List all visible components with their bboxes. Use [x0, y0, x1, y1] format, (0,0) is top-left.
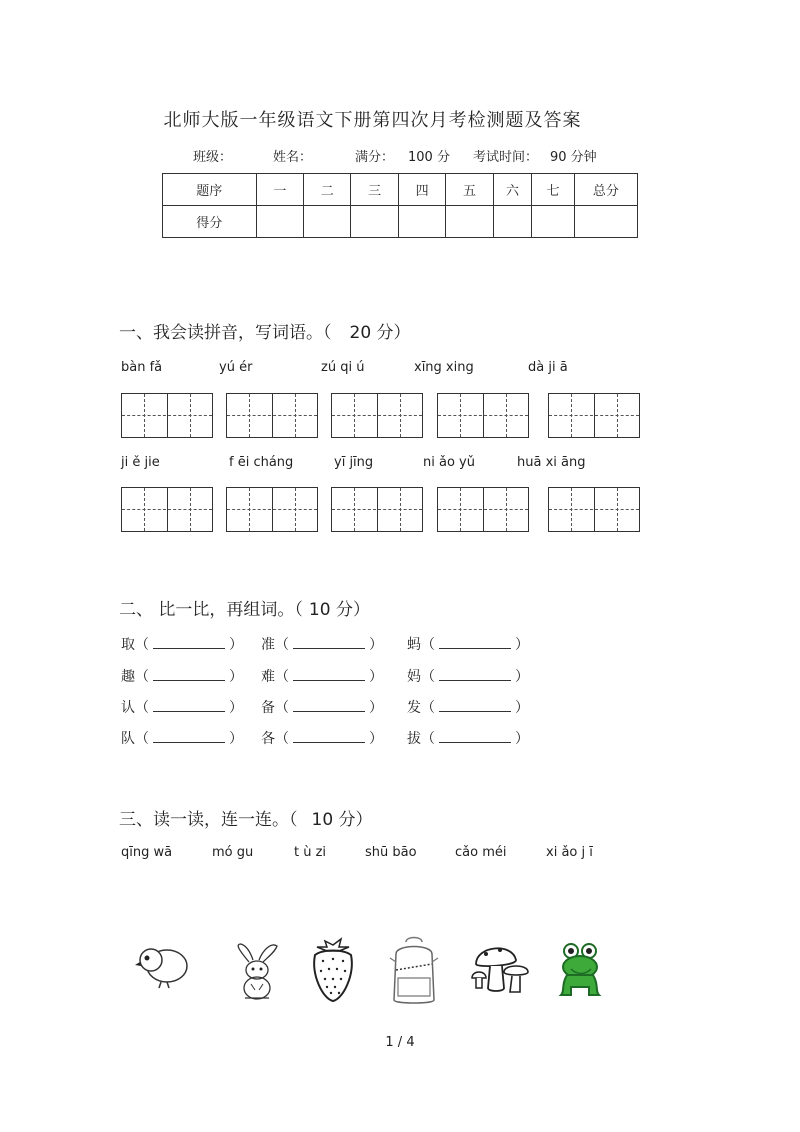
answer-blank[interactable]: [153, 730, 225, 743]
compare-item: 拔（ ）: [407, 731, 529, 747]
answer-blank[interactable]: [439, 668, 511, 681]
header-cell: 六: [493, 174, 532, 206]
section-1-title: [119, 318, 411, 343]
answer-blank[interactable]: [439, 699, 511, 712]
pinyin-item: shū bāo: [365, 845, 417, 860]
writing-grid[interactable]: [331, 487, 423, 532]
writing-grid[interactable]: [121, 393, 213, 438]
section-2-title-text: 二、 比一比，再组词。（: [119, 600, 303, 620]
writing-grid[interactable]: [548, 393, 640, 438]
pinyin-row-1: [0, 360, 800, 380]
page-title: 北师大版一年级语文下册第四次月考检测题及答案: [163, 110, 582, 131]
pinyin-item: yī jīng: [334, 455, 374, 470]
pinyin-item: ji ě jie: [121, 455, 160, 470]
score-table-row: [163, 206, 638, 238]
compare-item: 蚂（ ）: [407, 637, 529, 653]
compare-item: 发（ ）: [407, 700, 529, 716]
header-cell: 二: [304, 174, 351, 206]
answer-blank[interactable]: [293, 636, 365, 649]
header-cell: 五: [446, 174, 493, 206]
pinyin-item: dà ji ā: [528, 360, 568, 375]
pinyin-item: xīng xing: [414, 360, 474, 375]
full-score-value: 100 分: [408, 150, 450, 165]
answer-blank[interactable]: [153, 668, 225, 681]
pinyin-item: zú qi ú: [321, 360, 365, 375]
header-cell: 四: [398, 174, 445, 206]
match-pinyin-row: [0, 845, 800, 865]
answer-blank[interactable]: [439, 636, 511, 649]
answer-blank[interactable]: [293, 730, 365, 743]
compare-item: 认（ ）: [121, 700, 243, 716]
chick-icon[interactable]: [133, 938, 193, 990]
pinyin-item: bàn fǎ: [121, 360, 163, 375]
header-cell: 七: [532, 174, 575, 206]
writing-grid[interactable]: [121, 487, 213, 532]
score-cell[interactable]: [446, 206, 493, 238]
score-cell[interactable]: [256, 206, 303, 238]
section-3-title-text: 三、读一读，连一连。（: [119, 810, 298, 830]
pinyin-row-2: [0, 455, 800, 475]
pinyin-item: huā xi āng: [517, 455, 586, 470]
answer-blank[interactable]: [293, 668, 365, 681]
backpack-icon[interactable]: [386, 934, 442, 1008]
compare-item: 备（ ）: [261, 700, 383, 716]
score-cell[interactable]: [532, 206, 575, 238]
header-cell: 三: [351, 174, 398, 206]
header-cell: 总分: [574, 174, 637, 206]
full-score-label: 满分：: [355, 150, 395, 165]
pinyin-item: xi ǎo j ī: [546, 845, 593, 860]
mushroom-icon[interactable]: [468, 938, 530, 998]
pinyin-item: f ēi cháng: [229, 455, 294, 470]
answer-blank[interactable]: [293, 699, 365, 712]
exam-time-value: 90 分钟: [550, 150, 597, 165]
score-cell[interactable]: [304, 206, 351, 238]
compare-item: 难（ ）: [261, 669, 383, 685]
pinyin-item: cǎo méi: [455, 845, 507, 860]
pinyin-item: t ù zi: [294, 845, 327, 860]
section-2-score: 10 分）: [308, 600, 370, 620]
pinyin-item: ni ǎo yǔ: [423, 455, 475, 470]
answer-blank[interactable]: [439, 730, 511, 743]
writing-grid[interactable]: [331, 393, 423, 438]
score-cell[interactable]: [398, 206, 445, 238]
writing-grid[interactable]: [548, 487, 640, 532]
student-info-row: [0, 146, 800, 166]
answer-blank[interactable]: [153, 699, 225, 712]
compare-item: 趣（ ）: [121, 669, 243, 685]
section-2-title: [119, 595, 370, 620]
section-1-score: 20 分）: [349, 323, 411, 343]
compare-item: 队（ ）: [121, 731, 243, 747]
score-table: [162, 173, 638, 238]
answer-blank[interactable]: [153, 636, 225, 649]
compare-item: 取（ ）: [121, 637, 243, 653]
exam-time-label: 考试时间：: [473, 150, 539, 165]
section-3-score: 10 分）: [311, 810, 373, 830]
rabbit-icon[interactable]: [231, 940, 283, 1002]
section-3-title: [119, 805, 373, 830]
section-1-title-text: 一、我会读拼音，写词语。（: [119, 323, 332, 343]
pinyin-item: mó gu: [212, 845, 254, 860]
compare-item: 各（ ）: [261, 731, 383, 747]
page-number: 1 / 4: [385, 1035, 415, 1050]
writing-grid[interactable]: [226, 393, 318, 438]
writing-grid[interactable]: [226, 487, 318, 532]
class-label: 班级：: [193, 150, 233, 165]
strawberry-icon[interactable]: [309, 935, 357, 1003]
score-cell[interactable]: [574, 206, 637, 238]
writing-grid[interactable]: [437, 487, 529, 532]
score-table-header: [163, 174, 638, 206]
header-cell: 一: [256, 174, 303, 206]
name-label: 姓名：: [273, 150, 313, 165]
compare-item: 准（ ）: [261, 637, 383, 653]
row-label: 得分: [163, 206, 257, 238]
frog-icon[interactable]: [557, 941, 605, 999]
score-cell[interactable]: [351, 206, 398, 238]
pinyin-item: yú ér: [219, 360, 253, 375]
header-cell: 题序: [163, 174, 257, 206]
writing-grid[interactable]: [437, 393, 529, 438]
compare-item: 妈（ ）: [407, 669, 529, 685]
score-cell[interactable]: [493, 206, 532, 238]
pinyin-item: qīng wā: [121, 845, 173, 860]
